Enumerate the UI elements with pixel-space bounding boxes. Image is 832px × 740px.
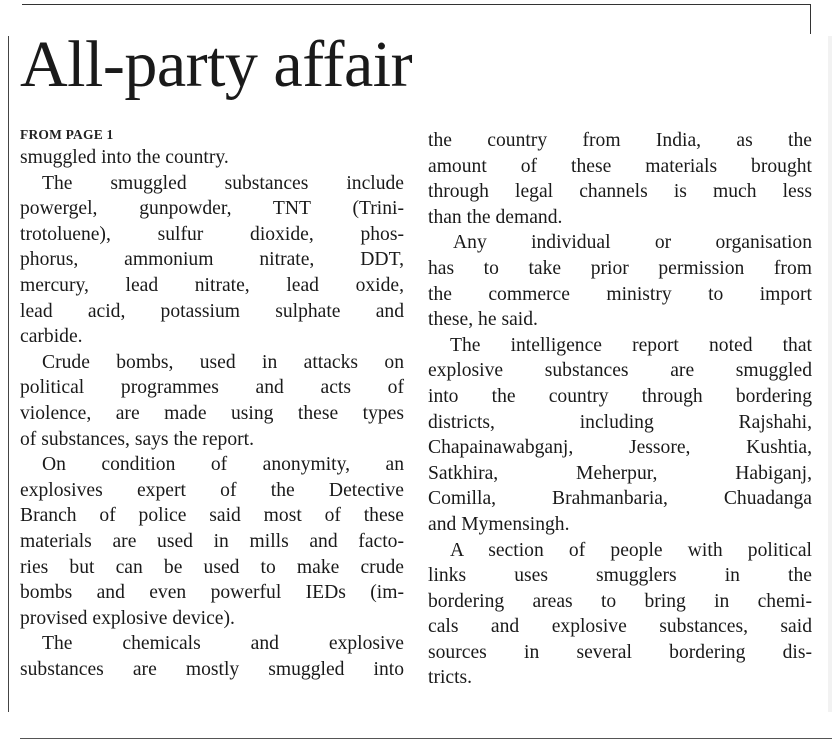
text-line: The intelligence report noted that — [450, 334, 812, 356]
text-line: political programmes and acts of — [20, 377, 404, 399]
text-line: smuggled into the country. — [20, 147, 229, 168]
text-line: powergel, gunpowder, TNT (Trini- — [20, 198, 404, 220]
text-line: the country from India, as the — [428, 130, 812, 151]
text-line: Branch of police said most of these — [20, 505, 404, 527]
text-line: through legal channels is much less — [428, 181, 812, 203]
text-line: violence, are made using these types — [20, 402, 404, 424]
text-line: Any individual or organisation — [453, 232, 812, 254]
text-line: into the country through bordering — [428, 385, 812, 407]
text-line: districts, including Rajshahi, — [428, 411, 812, 433]
headline: All-party affair — [20, 28, 413, 101]
text-line: A section of people with political — [450, 539, 812, 561]
top-rule — [22, 4, 810, 5]
text-line: explosive substances are smuggled — [428, 360, 812, 382]
text-line: Comilla, Brahmanbaria, Chuadanga — [428, 488, 812, 510]
text-line: of substances, says the report. — [20, 428, 254, 450]
text-line: cals and explosive substances, said — [428, 616, 812, 638]
text-line: amount of these materials brought — [428, 155, 812, 177]
text-line: these, he said. — [428, 309, 538, 331]
text-line: phorus, ammonium nitrate, DDT, — [20, 249, 404, 271]
bottom-rule — [20, 738, 832, 739]
text-line: Satkhira, Meherpur, Habiganj, — [428, 462, 812, 484]
text-line: Chapainawabganj, Jessore, Kushtia, — [428, 437, 812, 459]
text-line: materials are used in mills and facto- — [20, 530, 404, 552]
text-line: mercury, lead nitrate, lead oxide, — [20, 274, 404, 296]
right-edge-strip — [828, 36, 832, 712]
text-line: and Mymensingh. — [428, 513, 570, 535]
text-line: trotoluene), sulfur dioxide, phos- — [20, 223, 404, 245]
text-line: provised explosive device). — [20, 607, 235, 629]
text-line: substances are mostly smuggled into — [20, 658, 404, 680]
text-line: bordering areas to bring in chemi- — [428, 590, 812, 612]
text-line: The smuggled substances include — [42, 172, 404, 194]
text-line: bombs and even powerful IEDs (im- — [20, 582, 404, 604]
text-line: tricts. — [428, 667, 473, 689]
text-line: the commerce ministry to import — [428, 283, 812, 305]
text-line: carbide. — [20, 326, 83, 348]
text-line: explosives expert of the Detective — [20, 479, 404, 501]
text-line: sources in several bordering dis- — [428, 641, 812, 663]
text-line: lead acid, potassium sulphate and — [20, 300, 404, 322]
right-column — [428, 128, 812, 691]
kicker: FROM PAGE 1 — [20, 127, 114, 142]
left-column-body — [20, 145, 404, 682]
left-column-rule — [8, 36, 9, 712]
right-column-body — [428, 128, 812, 691]
text-line: On condition of anonymity, an — [42, 454, 404, 476]
text-line: Crude bombs, used in attacks on — [42, 351, 404, 373]
text-line: ries but can be used to make crude — [20, 556, 404, 578]
left-column — [20, 126, 404, 682]
text-line: has to take prior permission from — [428, 257, 812, 279]
top-right-rule — [810, 4, 811, 34]
text-line: The chemicals and explosive — [42, 633, 404, 655]
text-line: links uses smugglers in the — [428, 565, 812, 587]
text-line: than the demand. — [428, 206, 563, 228]
